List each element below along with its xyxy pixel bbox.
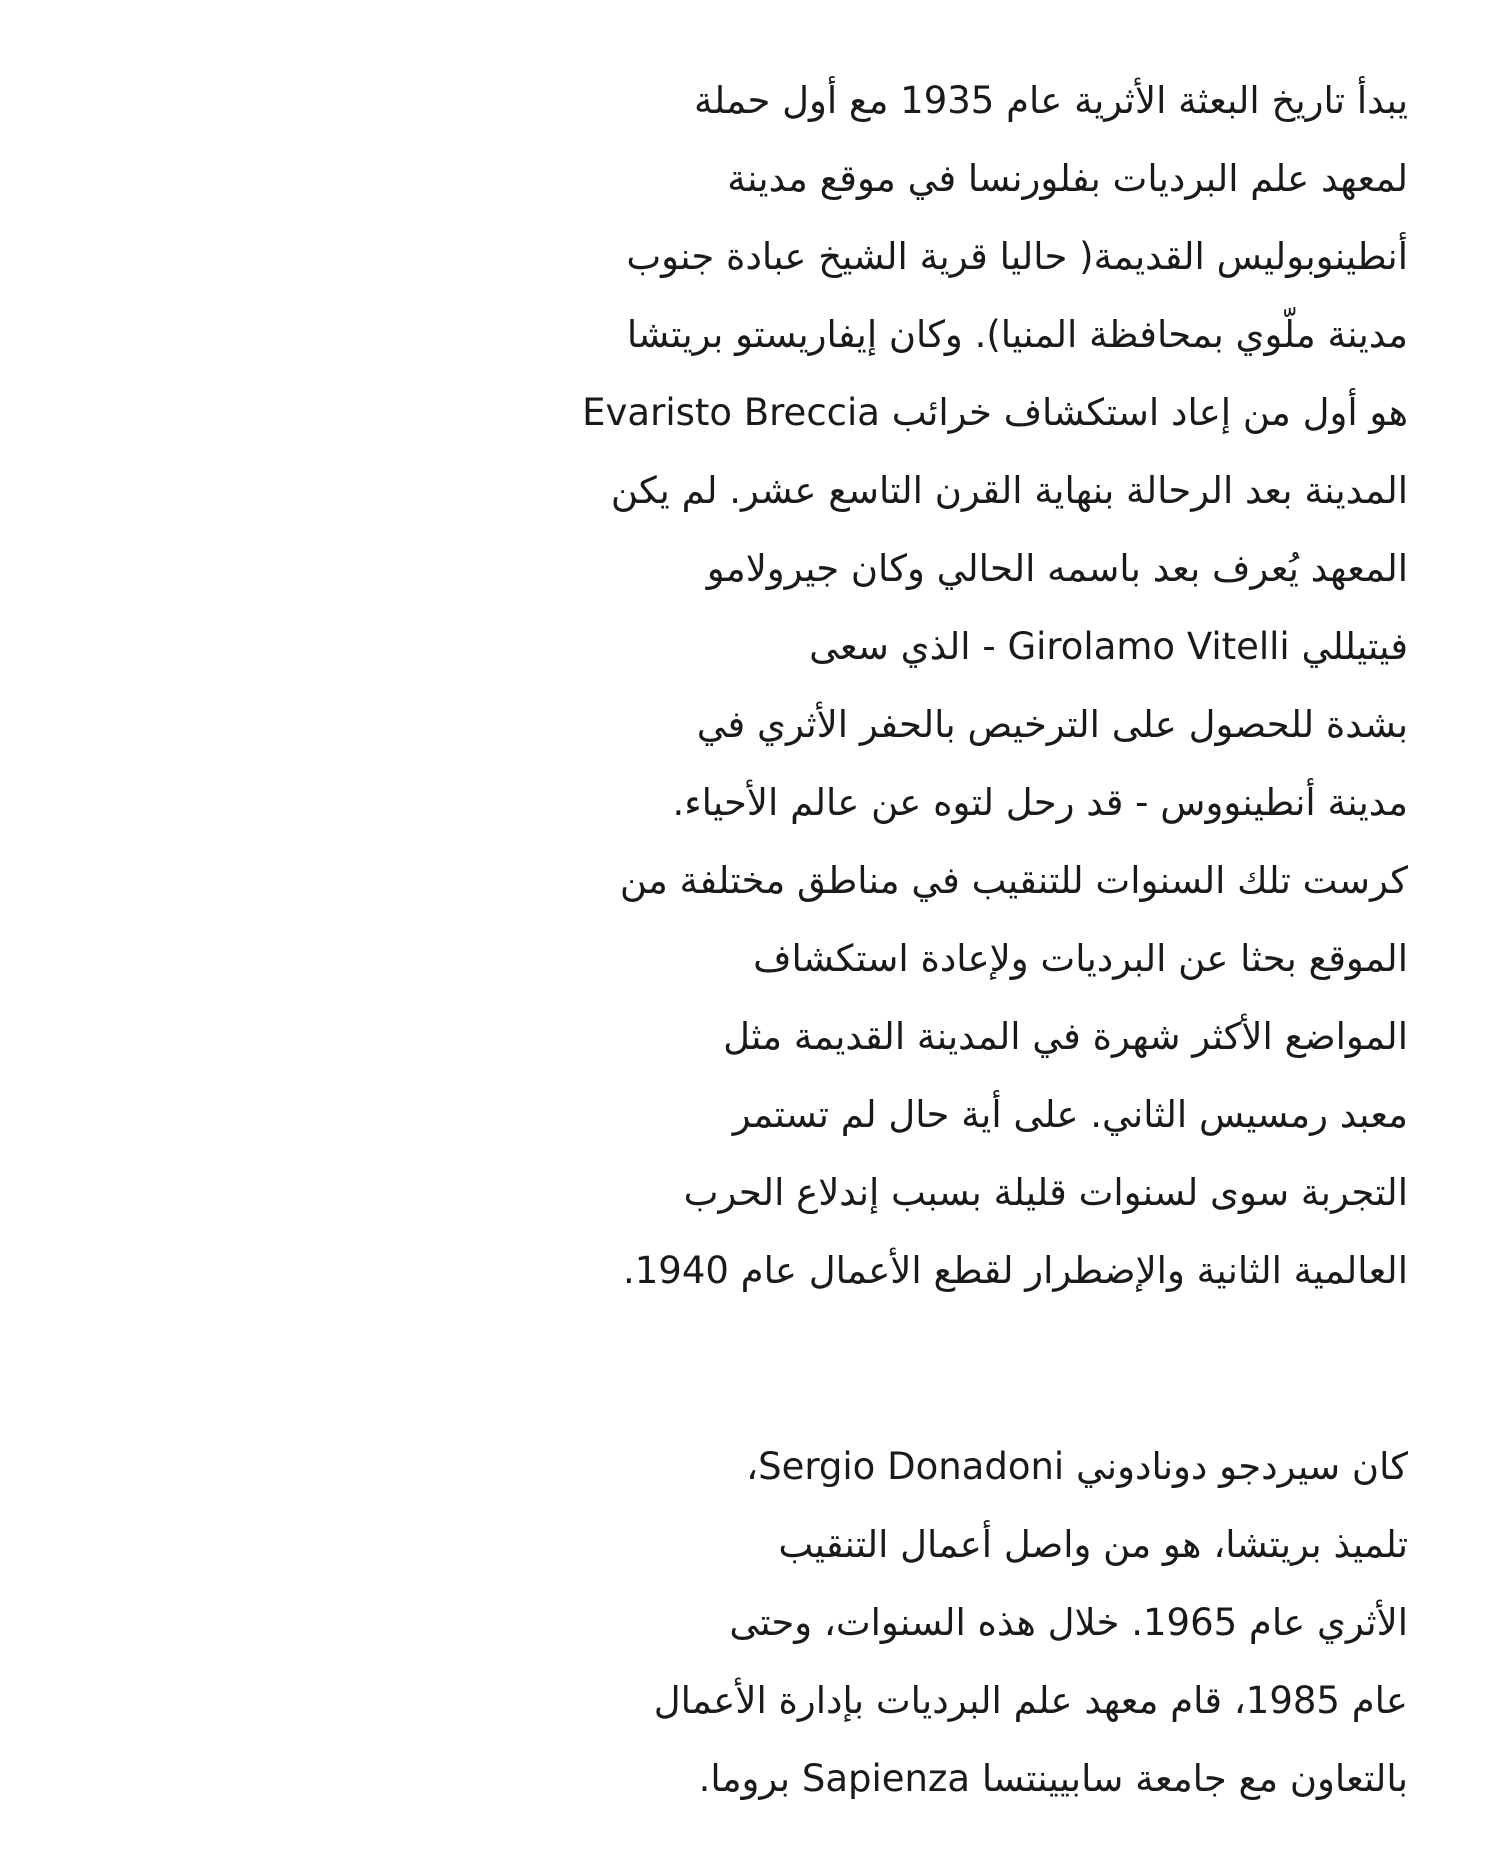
text-line: كان سيردجو دونادوني Sergio Donadoni،	[746, 1445, 1408, 1488]
text-line: التجربة سوى لسنوات قليلة بسبب إندلاع الحرب	[683, 1171, 1408, 1214]
text-column	[308, 62, 1408, 1818]
text-line: بشدة للحصول على الترخيص بالحفر الأثري في	[696, 703, 1408, 746]
paragraph-1	[308, 62, 1408, 1310]
text-line: الموقع بحثا عن البرديات ولإعادة استكشاف	[753, 937, 1408, 980]
text-line: تلميذ بريتشا، هو من واصل أعمال التنقيب	[778, 1523, 1408, 1566]
text-line: يبدأ تاريخ البعثة الأثرية عام 1935 مع أول حملة	[693, 79, 1408, 122]
text-line: أنطينوبوليس القديمة( حاليا قرية الشيخ عبادة جنوب	[626, 235, 1408, 278]
text-line: لمعهد علم البرديات بفلورنسا في موقع مدينة	[727, 157, 1408, 200]
text-line: العالمية الثانية والإضطرار لقطع الأعمال عام 1940.	[622, 1249, 1408, 1292]
text-line: Evaristo Breccia هو أول من إعاد استكشاف خرائب	[582, 391, 1408, 434]
text-line: مدينة ملّوي بمحافظة المنيا). وكان إيفاريستو بريتشا	[626, 313, 1408, 356]
text-line: فيتيللي Girolamo Vitelli - الذي سعى	[809, 625, 1408, 668]
text-line: الأثري عام 1965. خلال هذه السنوات، وحتى	[729, 1601, 1408, 1644]
text-line: بالتعاون مع جامعة سابيينتسا Sapienza بروما.	[698, 1757, 1408, 1800]
paragraph-gap	[308, 1310, 1408, 1428]
text-line: المعهد يُعرف بعد باسمه الحالي وكان جيرولامو	[706, 547, 1408, 590]
text-line: عام 1985، قام معهد علم البرديات بإدارة الأعمال	[653, 1679, 1408, 1722]
paragraph-2	[308, 1428, 1408, 1818]
text-line: مدينة أنطينووس - قد رحل لتوه عن عالم الأحياء.	[672, 781, 1408, 824]
text-line: معبد رمسيس الثاني. على أية حال لم تستمر	[732, 1093, 1408, 1136]
text-line: المواضع الأكثر شهرة في المدينة القديمة مثل	[723, 1015, 1408, 1058]
text-line: المدينة بعد الرحالة بنهاية القرن التاسع عشر. لم يكن	[610, 469, 1408, 512]
text-line: كرست تلك السنوات للتنقيب في مناطق مختلفة من	[619, 859, 1408, 902]
